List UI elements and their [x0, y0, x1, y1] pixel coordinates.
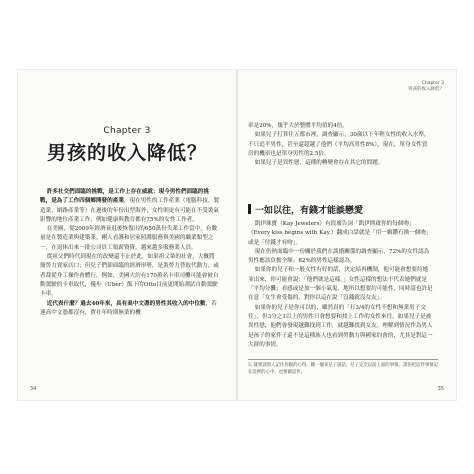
right-section-text — [248, 220, 433, 350]
left-page — [18, 70, 236, 400]
section-heading — [248, 203, 438, 216]
right-paragraph-1: 率是20%，幾乎大於整體平均值的4倍。 — [248, 123, 348, 129]
left-paragraph-3: 從祖父們時代到現在的改變還不止於此，如果祖父輩的社會，大概將簡勞力賣家店口；但兒子們卻面臨的經濟形勢，是裝勞力替取代動力，或者裁從身工操作會體行，例如，美國大約有170萬名卡車司機可能會被自動駕駛的卡車取代，優步（Uber）飯下的Otto目前更開始測試自動駕駛卡車。 — [40, 254, 220, 298]
running-header — [408, 81, 444, 93]
book-spread — [18, 70, 456, 400]
section-paragraph-3: 如果你的兒子和一般女性有好的話，決定結再機制，他可能會想要約她並出來，你可能會說：「他們就是這樣。」女性這樣的想法不代表她們就是「平均分攤」看感或是加一個小氣鬼，地所以想要約可能性，同時請也許是在意「女生會受傷的、對你以這在說「沒錢就沒女友」。 — [248, 267, 433, 302]
right-paragraph-2: 如果兒子打算往五都市裡，調查顯示，30歲以下年輕女性的收入水準，不只追平男性，甚至還超越了他們（平均高男性8%）。現在，單身女性買房的機率也是單身男性的2.5倍。 — [248, 132, 430, 157]
chapter-label: Chapter 3 — [103, 126, 151, 136]
left-body-text — [40, 188, 220, 318]
section-paragraph-2: 現在仍熱面臨中一份關於我們在談婚關係的調查顯示，72%的女性認為男性應該負擔全額；82%的男性這樣認為。 — [248, 248, 430, 265]
chapter-title: 男孩的收入降低？ — [46, 142, 207, 164]
right-intro-text — [248, 122, 433, 168]
section-bar-icon — [248, 204, 251, 214]
left-paragraph-1: 許多社交們面臨的挑戰，是工作上存在威就：現今男性們面臨的挑戰，是為了工作四個鄉開發的產業，現在男性的工作產業（電腦科技、製造業、網路產業等）在遲後的年份出型海外；女性則更有可能在不受裝氣影響的地位產業工作，例如健康與教育都有75%的女性工作者。 — [40, 189, 220, 223]
running-header-title: 男孩的收入降低？ — [408, 87, 444, 92]
section-paragraph-1: 凱伊珠寶（Kay Jewelers）有段廣告詞「凱伊開啟你的每個吻」（Every kiss begins with Kay.）翻成白話就是「用一顆鑽石換一個吻」或是「付錢才有吻」。 — [248, 221, 432, 246]
left-paragraph-4: 近代表什麼？過去40年來，具有高中文憑的男性其收入的中位數，若連高中文憑都沒有，費社年時期無業的機 — [40, 300, 217, 316]
right-page-number: 35 — [437, 386, 444, 392]
left-paragraph-2: 在美國，從2009年經濟衰退後恢復出的650萬份失業工作當中，有數量是在製造業與建築業，剛人看護和居家照護服務與美國的職業類型之一，在退休出來一批公司員工領薪資資，越來越多服務業人員。 — [40, 226, 218, 251]
section-paragraph-4: 如果你的兒子是你可以的，雖然真的「打3/4的女性不想和無業男子交往」，但3分之1以上的男性只會想要和找上工作的女性來往。如果兒子是被異性戀，他們會發現越難找到工作，就越難找到女友。理解到情況作為男人是孩子的家件子還不是這種族人也看到勞動力與國家約會的，尤其是對這一大群的事情。 — [248, 304, 433, 348]
right-paragraph-3: 如果兒子是異性戀，這種的轉變會存在其它的問題。 — [254, 160, 384, 167]
right-page — [238, 70, 456, 400]
footnote: 3. 就要請別人記住你跟的心得，關一個來兒子說話，兒子完全以前上面的事情，請你把這件事情記在這裡的心中，也要做這件。 — [248, 363, 438, 375]
running-header-chapter: Chapter 3 — [421, 81, 444, 86]
left-page-number: 34 — [30, 386, 37, 392]
footnote-rule — [248, 359, 438, 360]
section-heading-text: 一如以往，有錢才能談戀愛 — [255, 206, 364, 216]
